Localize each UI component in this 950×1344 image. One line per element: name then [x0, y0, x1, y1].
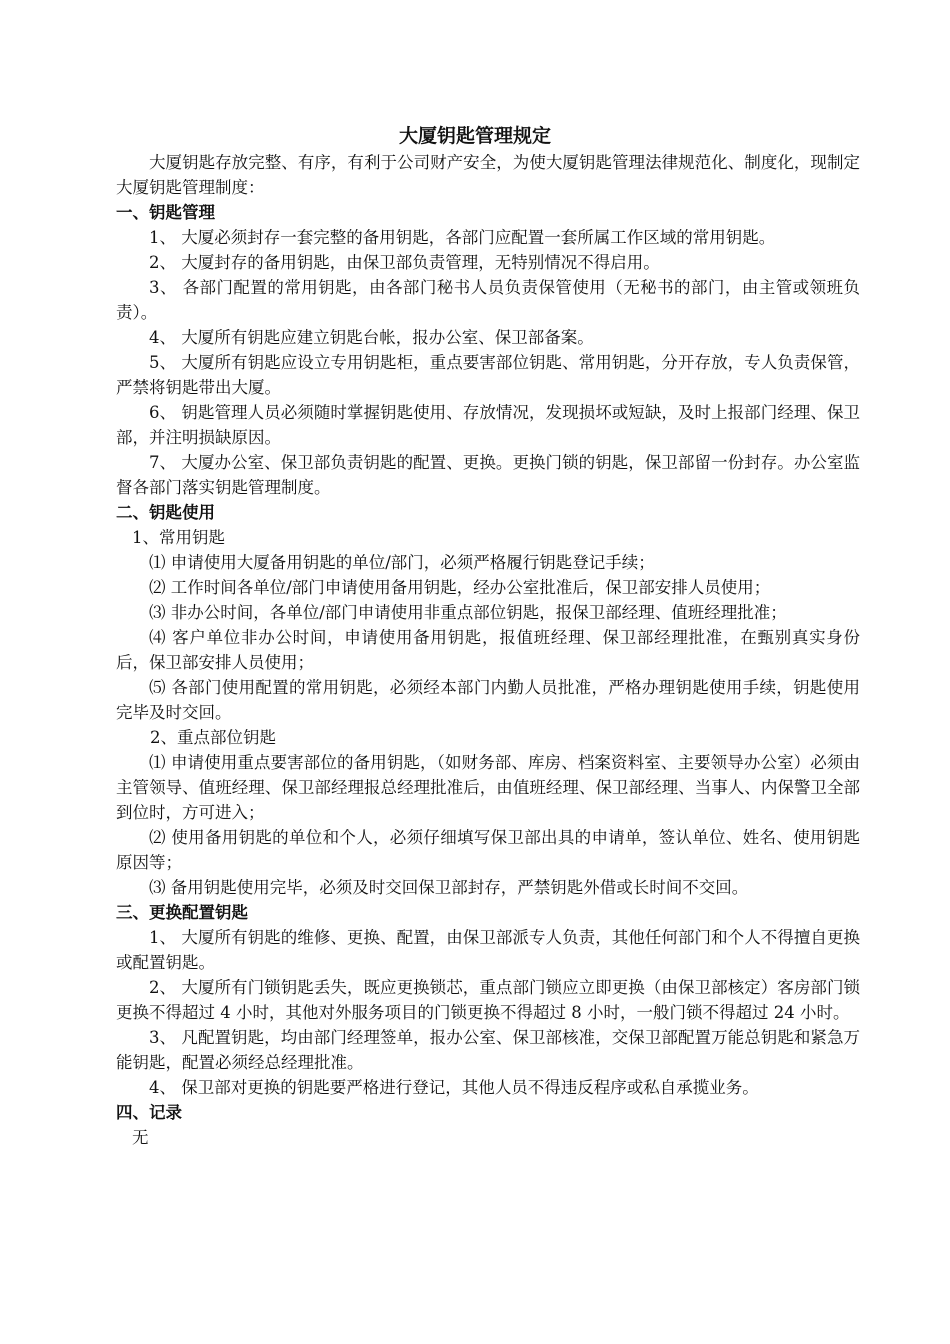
- list-item: 1、 大厦所有钥匙的维修、更换、配置，由保卫部派专人负责，其他任何部门和个人不得擅自更换或配置钥匙。: [116, 928, 860, 972]
- intro-paragraph: 大厦钥匙存放完整、有序，有利于公司财产安全，为使大厦钥匙管理法律规范化、制度化，现制定大厦钥匙管理制度：: [116, 153, 860, 197]
- list-item: 3、 凡配置钥匙，均由部门经理签单，报办公室、保卫部核准，交保卫部配置万能总钥匙和紧急万能钥匙，配置必须经总经理批准。: [116, 1028, 860, 1072]
- list-item: ⑶ 备用钥匙使用完毕，必须及时交回保卫部封存，严禁钥匙外借或长时间不交回。: [149, 878, 749, 897]
- list-item: ⑷ 客户单位非办公时间，申请使用备用钥匙，报值班经理、保卫部经理批准，在甄别真实身份后，保卫部安排人员使用；: [116, 628, 860, 672]
- list-item: ⑴ 申请使用重点要害部位的备用钥匙，（如财务部、库房、档案资料室、主要领导办公室）必须由主管领导、值班经理、保卫部经理报总经理批准后，由值班经理、保卫部经理、当事人、内保警卫全部到位时，方可进入；: [116, 753, 860, 822]
- document-body: [116, 150, 860, 1150]
- list-item: ⑴ 申请使用大厦备用钥匙的单位/部门，必须严格履行钥匙登记手续；: [149, 553, 655, 572]
- list-item: 6、 钥匙管理人员必须随时掌握钥匙使用、存放情况，发现损坏或短缺，及时上报部门经理、保卫部，并注明损缺原因。: [116, 403, 860, 447]
- list-item: 5、 大厦所有钥匙应设立专用钥匙柜，重点要害部位钥匙、常用钥匙，分开存放，专人负责保管，严禁将钥匙带出大厦。: [116, 353, 860, 397]
- list-item: 2、 大厦封存的备用钥匙，由保卫部负责管理，无特别情况不得启用。: [149, 253, 660, 272]
- list-item: ⑵ 使用备用钥匙的单位和个人，必须仔细填写保卫部出具的申请单，签认单位、姓名、使用钥匙原因等；: [116, 828, 860, 872]
- section-heading-replace-keys: 三、更换配置钥匙: [116, 903, 248, 922]
- list-item: 4、 大厦所有钥匙应建立钥匙台帐，报办公室、保卫部备案。: [149, 328, 594, 347]
- list-item: 7、 大厦办公室、保卫部负责钥匙的配置、更换。更换门锁的钥匙，保卫部留一份封存。办公室监督各部门落实钥匙管理制度。: [116, 453, 860, 497]
- section-heading-records: 四、记录: [116, 1103, 182, 1122]
- records-content: 无: [132, 1128, 149, 1147]
- document-title: 大厦钥匙管理规定: [398, 125, 551, 147]
- subsection-label-key-area-keys: 2、重点部位钥匙: [150, 728, 276, 747]
- list-item: ⑶ 非办公时间，各单位/部门申请使用非重点部位钥匙，报保卫部经理、值班经理批准；: [149, 603, 787, 622]
- list-item: 3、 各部门配置的常用钥匙，由各部门秘书人员负责保管使用（无秘书的部门，由主管或领班负责）。: [116, 278, 860, 322]
- subsection-label-common-keys: 1、常用钥匙: [132, 528, 225, 547]
- list-item: ⑵ 工作时间各单位/部门申请使用备用钥匙，经办公室批准后，保卫部安排人员使用；: [149, 578, 771, 597]
- list-item: 2、 大厦所有门锁钥匙丢失，既应更换锁芯，重点部门锁应立即更换（由保卫部核定）客房部门锁更换不得超过 4 小时，其他对外服务项目的门锁更换不得超过 8 小时，一般门锁不得超过 24 小时。: [116, 978, 860, 1022]
- list-item: 4、 保卫部对更换的钥匙要严格进行登记，其他人员不得违反程序或私自承揽业务。: [149, 1078, 759, 1097]
- list-item: ⑸ 各部门使用配置的常用钥匙，必须经本部门内勤人员批准，严格办理钥匙使用手续，钥匙使用完毕及时交回。: [116, 678, 860, 722]
- section-heading-key-management: 一、钥匙管理: [116, 203, 215, 222]
- section-heading-key-usage: 二、钥匙使用: [116, 503, 215, 522]
- list-item: 1、 大厦必须封存一套完整的备用钥匙，各部门应配置一套所属工作区域的常用钥匙。: [149, 228, 776, 247]
